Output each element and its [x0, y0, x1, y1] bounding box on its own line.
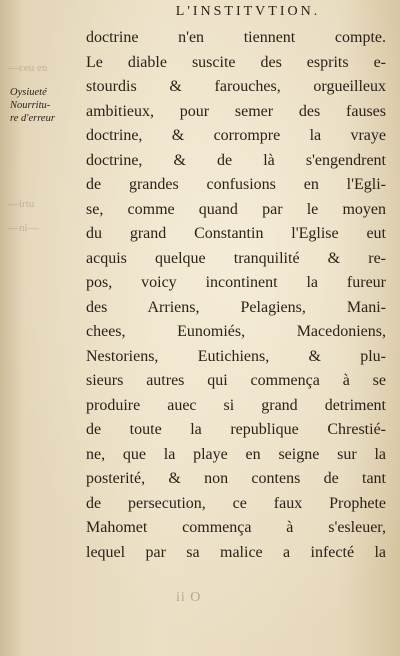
margin-notes — [10, 86, 88, 125]
text-line: de grandes confusions en l'Egli- — [86, 176, 386, 193]
text-line: stourdis & farouches, orgueilleux — [86, 78, 386, 95]
body-text — [86, 26, 386, 565]
text-line: de toute la republique Chrestié- — [86, 421, 386, 438]
text-line: des Arriens, Pelagiens, Mani- — [86, 298, 386, 316]
text-line: chees, Eunomiés, Macedoniens, — [86, 323, 386, 340]
text-line: Le diable suscite des esprits e- — [86, 53, 386, 71]
text-line: doctrine, & corrompre la vraye — [86, 127, 386, 144]
signature-mark: ii O — [176, 590, 202, 605]
text-line: du grand Constantin l'Eglise eut — [86, 225, 386, 242]
show-through-text: —irtu — [8, 198, 35, 210]
text-line: produire auec si grand detriment — [86, 396, 386, 414]
text-line: ambitieux, pour semer des fauses — [86, 102, 386, 120]
show-through-text: —ceu en — [8, 62, 48, 74]
margin-note: Oysiueté — [10, 87, 47, 98]
text-line: se, comme quand par le moyen — [86, 200, 386, 218]
margin-note: Nourritu- — [10, 100, 51, 111]
text-line: ne, que la playe en seigne sur la — [86, 445, 386, 463]
text-line: acquis quelque tranquilité & re- — [86, 249, 386, 267]
text-line: pos, voicy incontinent la fureur — [86, 274, 386, 291]
margin-note: re d'erreur — [10, 113, 55, 124]
text-line: lequel par sa malice a infecté la — [86, 543, 386, 561]
text-line: de persecution, ce faux Prophete — [86, 494, 386, 512]
running-head: L'INSTITVTION. — [175, 4, 321, 19]
text-line: posterité, & non contens de tant — [86, 470, 386, 487]
show-through-text: —ni— — [8, 222, 39, 234]
text-line: sieurs autres qui commença à se — [86, 372, 386, 389]
text-line: doctrine, & de là s'engendrent — [86, 151, 386, 169]
text-line: Mahomet commença à s'esleuer, — [86, 519, 386, 536]
text-line: doctrine n'en tiennent compte. — [86, 29, 386, 46]
text-line: Nestoriens, Eutichiens, & plu- — [86, 347, 386, 365]
